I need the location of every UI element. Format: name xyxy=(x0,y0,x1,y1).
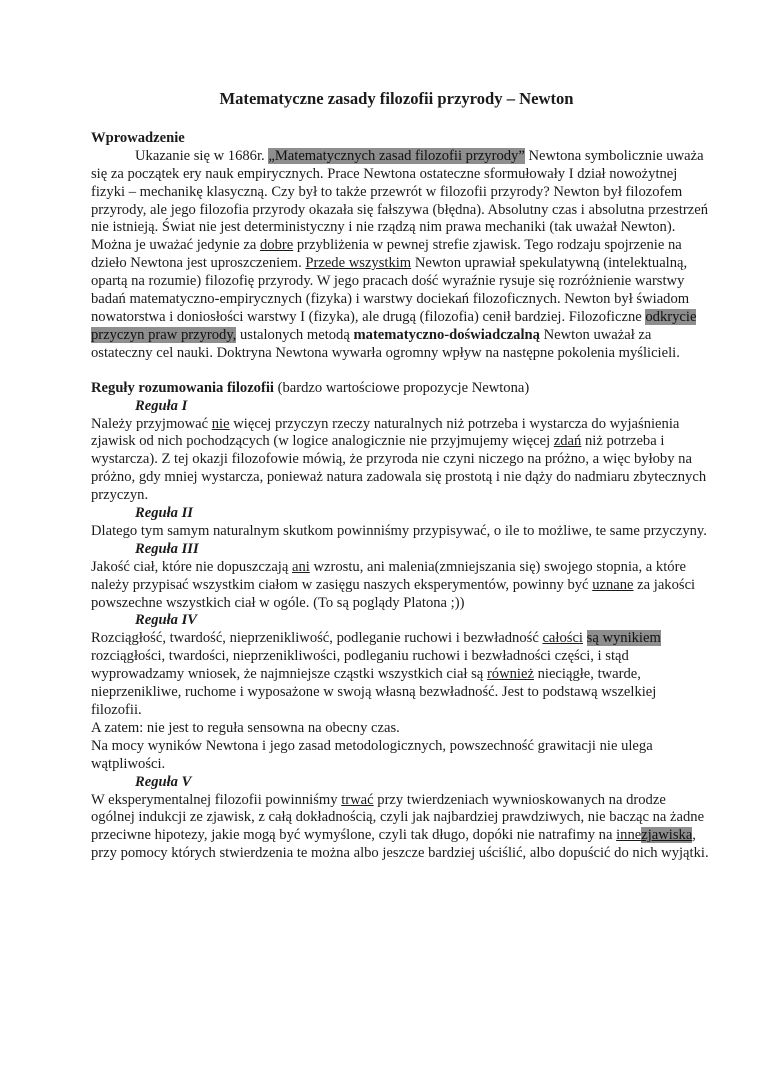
rule-text: niż potrzeba i wystarcza). Z tej okazji filozofowie mówią, że przyroda nie czyni niczego na próżno, a więc byłoby na próżno, gdy mniej wystarcza, ponieważ natura zadowala się prostotą i nie dąży do nadmiaru zbytecznych przyczyn. xyxy=(91,433,707,504)
rule-text: nieciągłe, twarde, nieprzenikliwe, ruchome i wyposażone w swoją własną bezwładność. Jest to podstawą wszelkiej filozofii. xyxy=(91,666,657,718)
paragraph-gap xyxy=(91,363,710,380)
intro-text: Newton uważał za ostateczny cel nauki. Doktryna Newtona wywarła ogromny wpływ na następne pokolenia myślicieli. xyxy=(91,326,680,361)
rule-2-label: Reguła II xyxy=(135,505,193,522)
bold-term: matematyczno-doświadczalną xyxy=(353,326,540,343)
underlined-word: dobre xyxy=(259,237,294,254)
underlined-word: ani xyxy=(292,558,310,575)
rule-text: W eksperymentalnej filozofii powinniśmy xyxy=(91,791,342,808)
underlined-word: trwać xyxy=(341,791,374,808)
rule-3-label: Reguła III xyxy=(135,540,199,557)
rules-heading-note: (bardzo wartościowe propozycje Newtona) xyxy=(273,379,530,396)
highlight-book-title: „Matematycznych zasad filozofii przyrody” xyxy=(268,147,525,164)
intro-heading: Wprowadzenie xyxy=(91,129,185,146)
rule-text: Należy przyjmować xyxy=(91,415,212,432)
document-title: Matematyczne zasady filozofii przyrody – Newton xyxy=(219,89,574,108)
rule-text: więcej przyczyn rzeczy naturalnych niż potrzeba i wystarcza do wyjaśnienia zjawisk od nich pochodzących (w logice analogicznie nie przyjmujemy więcej xyxy=(91,415,680,450)
rules-heading-text: Reguły rozumowania filozofii xyxy=(91,379,274,396)
rule-text: przy twierdzeniach wywnioskowanych na drodze ogólnej indukcji ze zjawisk, z całą dokładnością, czyli jak najbardziej prawdziwych, nie bacząc na żadne przeciwne hipotezy, jakie mogą być wymyślone, czyli tak długo, dopóki nie natrafimy na xyxy=(91,791,705,844)
rule-text: wzrostu, ani malenia(zmniejszania się) swojego stopnia, a które należy przypisać wszystkim ciałom w zasięgu naszych eksperymentów, powinny być xyxy=(91,558,686,593)
rule-4-text xyxy=(91,630,710,720)
underlined-word: również xyxy=(486,666,534,683)
rule-1-text xyxy=(91,416,710,506)
intro-text: Ukazanie się w 1686r. xyxy=(135,147,269,164)
intro-text: Newton uprawiał spekulatywną (intelektualną, opartą na rozumie) filozofię przyrody. W jego pracach dość wyraźnie rysuje się rozróżnienie warstwy badań matematyczno-empirycznych (fizyka) i warstwy dociekań filozoficznych. Newton był świadom nowatorstwa i doniosłości warstwy I (fizyka), ale drugą (filozofia) cenił bardziej. Filozoficzne xyxy=(91,255,690,325)
rule-2-text: Dlatego tym samym naturalnym skutkom powinniśmy przypisywać, o ile to możliwe, te same przyczyny. xyxy=(91,522,707,539)
rule-5-label: Reguła V xyxy=(135,773,192,790)
rule-text: , przy pomocy których stwierdzenia te można albo jeszcze bardziej uściślić, albo dopuścić do nich wyjątki. xyxy=(91,827,709,862)
underlined-phrase: Przede wszystkim xyxy=(305,255,412,272)
highlight-phrase: są wynikiem xyxy=(586,630,661,647)
rule-5-text xyxy=(91,792,710,864)
underlined-word: inne xyxy=(616,827,642,844)
rule-4-label: Reguła IV xyxy=(135,612,198,629)
rule-text: za jakości powszechne wszystkich ciał w ogóle. (To są poglądy Platona ;)) xyxy=(91,576,696,611)
highlight-discovery: odkrycie przyczyn praw przyrody, xyxy=(91,308,697,343)
rule-4-note-2: Na mocy wyników Newtona i jego zasad metodologicznych, powszechność grawitacji nie ulega wątpliwości. xyxy=(91,737,653,772)
highlight-word: zjawiska xyxy=(641,827,693,844)
rule-text: Jakość ciał, które nie dopuszczają xyxy=(91,558,292,575)
rule-1-label: Reguła I xyxy=(135,397,188,414)
rule-text: rozciągłości, twardości, nieprzenikliwości, podleganiu ruchowi i bezwładności części, i stąd wyprowadzamy wniosek, że najmniejsze cząstki wszystkich ciał są xyxy=(91,648,629,683)
rule-4-note-1: A zatem: nie jest to reguła sensowna na obecny czas. xyxy=(91,719,400,736)
underlined-word: całości xyxy=(542,630,583,647)
intro-text: ustalonych metodą xyxy=(236,326,354,343)
underlined-word: zdań xyxy=(553,433,582,450)
intro-text: Newtona symbolicznie uważa się za początek ery nauk empirycznych. Prace Newtona ostateczne sformułowały I dział nowożytnej fizyki – mechanikę klasyczną. Czy był to także przewrót w filozofii przyrody? Newton był filozofem przyrody, ale jego filozofia przyrody okazała się fałszywa (błędna). Absolutny czas i absolutna przestrzeń nie istnieją. Świat nie jest deterministyczny i nie rządzą nim prawa mechaniki (tak uważał Newton). Można je uważać jedynie za xyxy=(91,147,709,254)
intro-paragraph xyxy=(91,148,710,363)
rule-text: Rozciągłość, twardość, nieprzenikliwość, podleganie ruchowi i bezwładność xyxy=(91,630,543,647)
underlined-word: uznane xyxy=(592,576,634,593)
rule-3-text xyxy=(91,559,710,613)
rules-heading xyxy=(91,380,710,398)
underlined-word: nie xyxy=(211,415,230,432)
intro-text: przybliżenia w pewnej strefie zjawisk. Tego rodzaju spojrzenie na dzieło Newtona jest uproszczeniem. xyxy=(91,237,682,272)
